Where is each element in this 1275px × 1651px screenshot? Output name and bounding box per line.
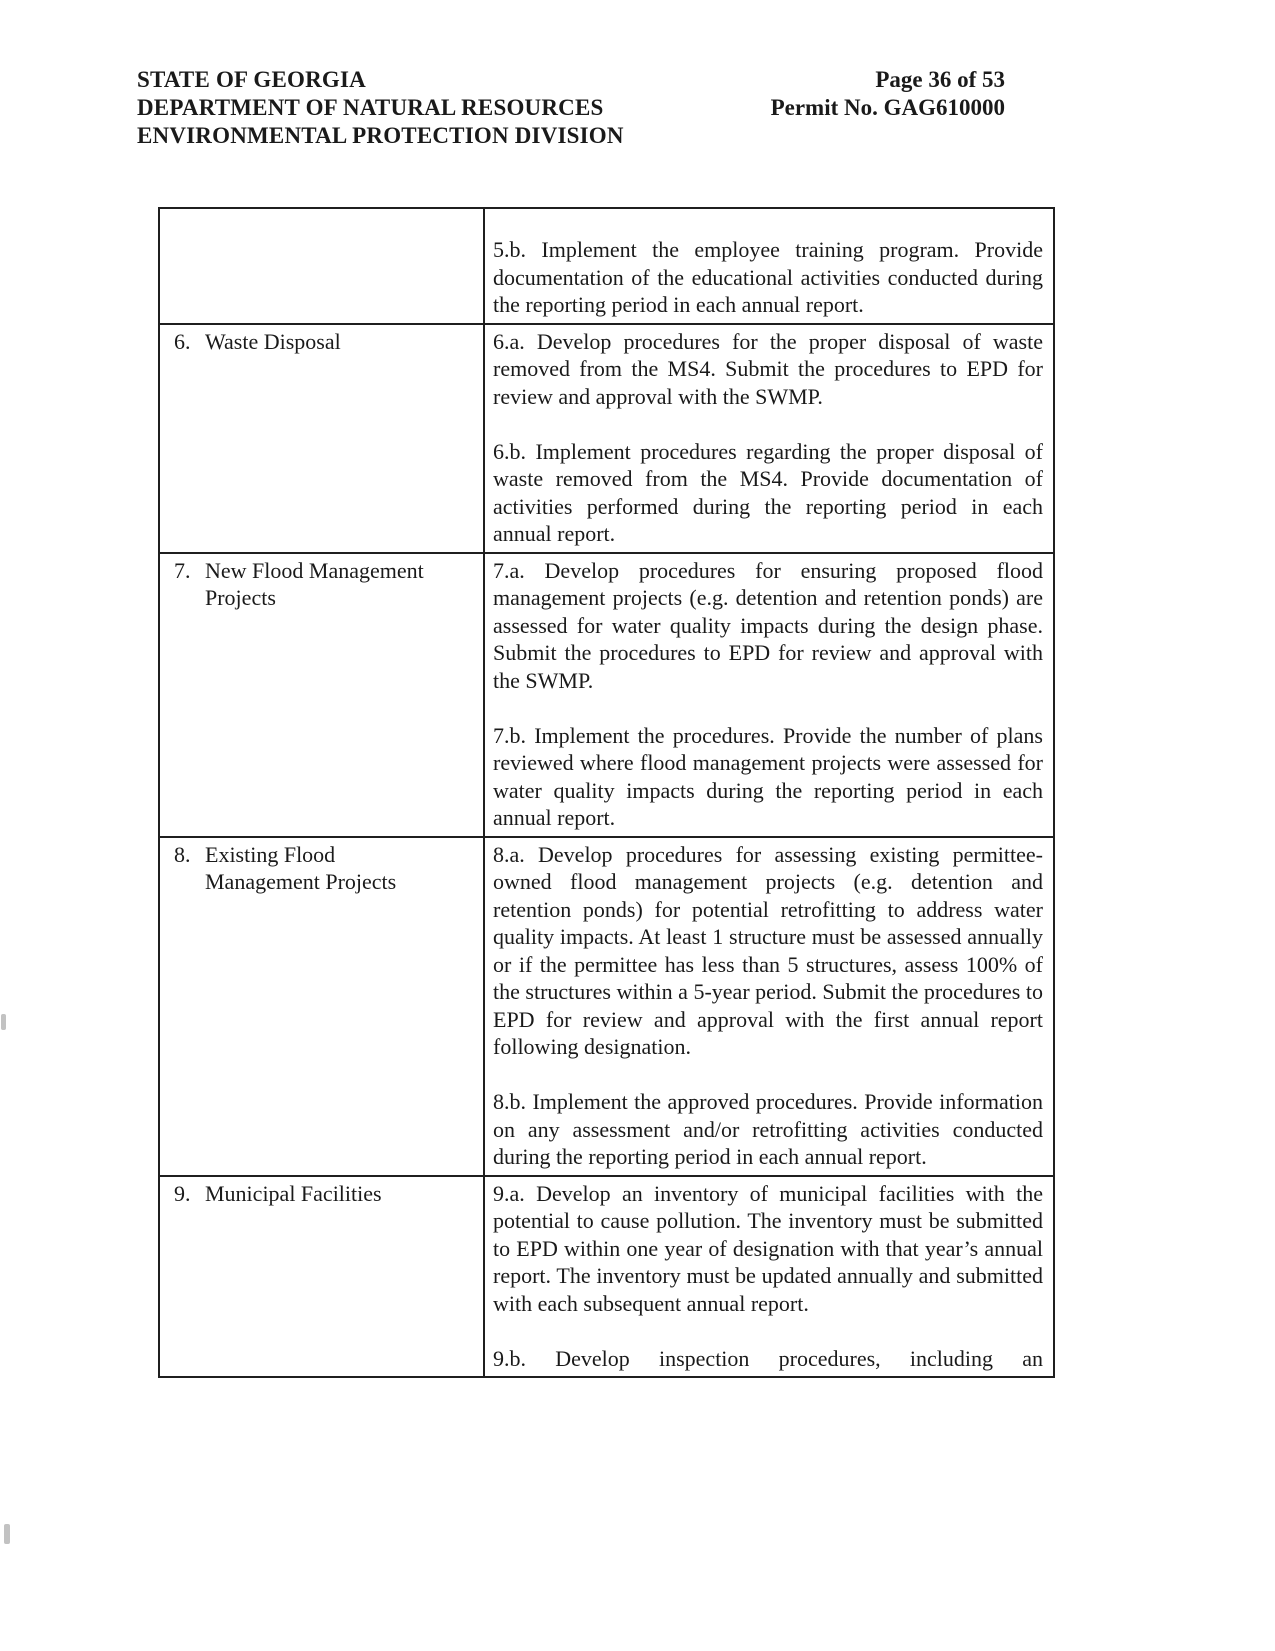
detail-paragraph: 6.b. Implement procedures regarding the proper disposal of waste removed from the MS4. Provide documentation of activities performed during the reporting period in each annual report. xyxy=(493,438,1043,546)
table-row xyxy=(159,208,1054,324)
item-label: Municipal Facilities xyxy=(205,1180,382,1206)
detail-paragraph: 9.b. Develop inspection procedures, including an xyxy=(493,1345,1043,1371)
detail-paragraph: 8.a. Develop procedures for assessing existing permittee-owned flood management projects (e.g. detention and retention ponds) for potential retrofitting to address water quality impacts. At least 1 structure must be assessed annually or if the permittee has less than 5 structures, assess 100% of the structures within a 5-year period. Submit the procedures to EPD for review and approval with the first annual report following designation. xyxy=(493,841,1043,1059)
item-number: 9. xyxy=(174,1180,191,1206)
detail-paragraph: 5.b. Implement the employee training program. Provide documentation of the educational activities conducted during the reporting period in each annual report. xyxy=(493,237,1043,317)
detail-paragraph: 7.a. Develop procedures for ensuring proposed flood management projects (e.g. detention and retention ponds) are assessed for water quality impacts during the design phase. Submit the procedures to EPD for review and approval with the SWMP. xyxy=(493,557,1043,693)
table-row xyxy=(159,837,1054,1176)
agency-line-state: STATE OF GEORGIA xyxy=(137,67,366,92)
item-cell xyxy=(159,553,484,837)
agency-line-division: ENVIRONMENTAL PROTECTION DIVISION xyxy=(137,123,624,148)
scan-artifact xyxy=(4,1524,10,1544)
detail-cell xyxy=(484,208,1054,324)
detail-paragraph: 7.b. Implement the procedures. Provide the number of plans reviewed where flood management projects were assessed for water quality impacts during the reporting period in each annual report. xyxy=(493,722,1043,830)
agency-header xyxy=(137,66,624,150)
detail-cell xyxy=(484,324,1054,553)
detail-paragraph: 6.a. Develop procedures for the proper disposal of waste removed from the MS4. Submit the procedures to EPD for review and approval with the SWMP. xyxy=(493,328,1043,409)
item-label: Waste Disposal xyxy=(205,328,341,354)
item-cell xyxy=(159,208,484,324)
detail-paragraph: 8.b. Implement the approved procedures. Provide information on any assessment and/or retrofitting activities conducted during the reporting period in each annual report. xyxy=(493,1089,1043,1169)
item-number: 7. xyxy=(174,557,191,583)
item-label: Existing Flood Management Projects xyxy=(205,841,397,894)
item-cell xyxy=(159,1176,484,1378)
scan-artifact xyxy=(1,1014,6,1030)
page-info-header xyxy=(771,66,1005,122)
item-label: New Flood Management Projects xyxy=(205,557,424,610)
detail-cell xyxy=(484,1176,1054,1378)
item-number: 8. xyxy=(174,841,191,867)
permit-number: Permit No. GAG610000 xyxy=(770,95,1005,120)
table-row xyxy=(159,1176,1054,1378)
item-cell xyxy=(159,837,484,1176)
item-cell xyxy=(159,324,484,553)
detail-cell xyxy=(484,837,1054,1176)
detail-paragraph: 9.a. Develop an inventory of municipal facilities with the potential to cause pollution. The inventory must be submitted to EPD within one year of designation with that year’s annual report. The inventory must be updated annually and submitted with each subsequent annual report. xyxy=(493,1180,1043,1316)
page-number: Page 36 of 53 xyxy=(875,67,1005,92)
detail-cell xyxy=(484,553,1054,837)
permit-requirements-table xyxy=(158,207,1055,1378)
table-row xyxy=(159,553,1054,837)
item-number: 6. xyxy=(174,328,191,354)
agency-line-department: DEPARTMENT OF NATURAL RESOURCES xyxy=(137,95,604,120)
table-row xyxy=(159,324,1054,553)
